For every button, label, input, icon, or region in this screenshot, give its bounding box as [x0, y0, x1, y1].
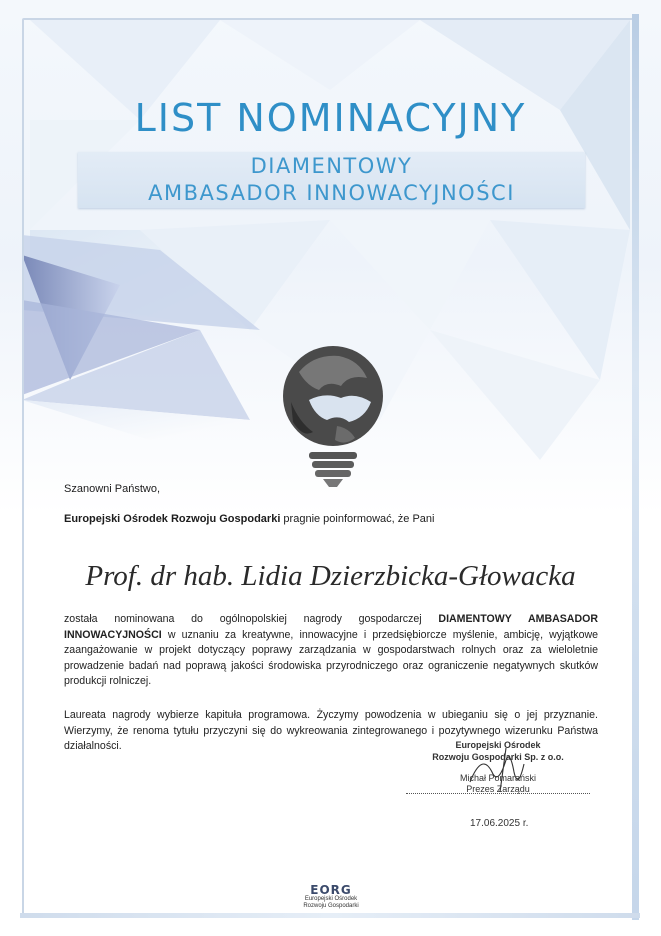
org-intro-rest: pragnie poinformować, że Pani	[280, 513, 435, 525]
recipient-name: Prof. dr hab. Lidia Dzierzbicka-Głowacka	[85, 560, 576, 592]
letter-title: LIST NOMINACYJNY	[134, 96, 527, 140]
award-title-inline: DIAMENTOWY AMBASADOR INNOWACYJNOŚCI	[64, 613, 598, 641]
eorg-logo	[296, 884, 366, 910]
org-name: Europejski Ośrodek Rozwoju Gospodarki	[64, 513, 281, 525]
globe-lightbulb-icon	[279, 342, 387, 490]
org-intro-line	[64, 513, 434, 525]
logo-mark: EORG	[310, 883, 352, 897]
nomination-text-end: w uznaniu za kreatywne, innowacyjne i przedsiębiorcze myślenie, ambicję, wyjątkowe zaangażowanie w projekt dotyczący poprawy zarządzania w gospodarstwach rolnych oraz za wieloletnie prowadzenie badań nad poprawą jakości środowiska przyrodniczego oraz ograniczenie negatywnych skutków produkcji rolniczej.	[64, 628, 598, 688]
letter-date: 17.06.2025 r.	[470, 818, 529, 829]
signature-dotted-line	[406, 793, 590, 794]
stamp-line2: Rozwoju Gospodarki Sp. z o.o.	[432, 752, 564, 762]
award-name-line2: AMBASADOR INNOWACYJNOŚCI	[148, 181, 515, 205]
nomination-text-start: została nominowana do ogólnopolskiej nagrody gospodarczej	[64, 613, 439, 625]
letter-greeting: Szanowni Państwo,	[64, 483, 160, 495]
closing-paragraph: Laureata nagrody wybierze kapituła programowa. Życzymy powodzenia w ubieganiu się o jej przyznanie. Wierzymy, że renoma tytułu przyczyni się do wykreowania zintegrowanego i pozytywnego wizerunku Państwa działalności.	[64, 709, 598, 753]
logo-line1: Europejski Ośrodek	[304, 896, 358, 902]
award-name-line1: DIAMENTOWY	[250, 154, 413, 178]
frame-bottom-edge	[20, 913, 640, 918]
nomination-paragraph	[64, 612, 598, 690]
signer-block	[448, 773, 548, 795]
signer-role: Prezes Zarządu	[466, 784, 530, 794]
signer-name: Michał Pomarański	[459, 773, 537, 783]
stamp-line1: Europejski Ośrodek	[455, 740, 541, 750]
award-name-banner	[78, 152, 585, 208]
logo-line2: Rozwoju Gospodarki	[303, 903, 359, 909]
frame-right-edge	[632, 14, 639, 920]
